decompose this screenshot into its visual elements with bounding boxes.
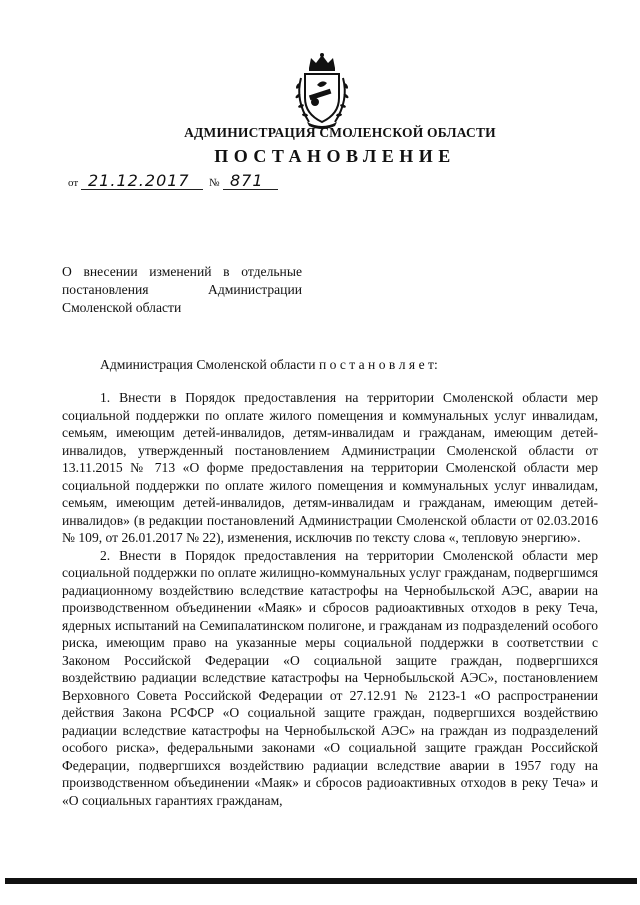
subject-line: О внесении изменений в отдельные [62,264,302,279]
subject-block [62,263,302,317]
number-prefix: № [209,177,220,189]
preamble-text: Администрация Смоленской области [100,357,316,372]
paragraph-2: 2. Внести в Порядок предоставления на территории Смоленской области мер социальной поддержки по оплате жилищно-коммунальных услуг гражданам, подвергшимся радиационному воздействию вследствие катастрофы на Чернобыльской АЭС, аварии на производственном объединении «Маяк» и сбросов радиоактивных отходов в реку Теча, ядерных испытаний на Семипалатинском полигоне, и гражданам из подразделений особого риска, имеющим право на указанные меры социальной поддержки в соответствии с Законом Российской Федерации «О социальной защите граждан, подвергшихся воздействию радиации вследствие катастрофы на Чернобыльской АЭС», постановлением Верховного Совета Российской Федерации от 27.12.91 № 2123-1 «О распространении действия Закона РСФСР «О социальной защите граждан, подвергшихся воздействию радиации вследствие катастрофы на Чернобыльской АЭС» на граждан из подразделений особого риска», федеральными законами «О социальной защите граждан Российской Федерации, подвергшихся воздействию радиации вследствие аварии в 1957 году на производственном объединении «Маяк» и сбросов радиоактивных отходов в реку Теча» и «О социальных гарантиях гражданам, [62,547,598,808]
preamble-resolves: п о с т а н о в л я е т: [318,357,438,372]
date-handwritten: 21.12.2017 [88,171,190,190]
organization-title: АДМИНИСТРАЦИЯ СМОЛЕНСКОЙ ОБЛАСТИ [184,125,496,140]
coat-of-arms-icon [287,52,357,130]
subject-line: Смоленской области [62,300,182,315]
document-body [62,389,598,809]
document-type-title: ПОСТАНОВЛЕНИЕ [214,146,456,166]
scan-edge-bar [5,878,637,884]
subject-line: постановления Администрации [62,282,302,297]
date-number-line [68,172,308,192]
preamble [100,357,438,373]
number-handwritten: 871 [230,171,264,190]
paragraph-1: 1. Внести в Порядок предоставления на территории Смоленской области мер социальной поддержки по оплате жилого помещения и коммунальных услуг инвалидам, семьям, имеющим детей-инвалидов, детям-инвалидам и гражданам, имеющим детей-инвалидов, утвержденный постановлением Администрации Смоленской области от 13.11.2015 № 713 «О форме предоставления на территории Смоленской области мер социальной поддержки по оплате жилого помещения и коммунальных услуг инвалидам, семьям, имеющим детей-инвалидов, детям-инвалидам и гражданам, имеющим детей-инвалидов» (в редакции постановлений Администрации Смоленской области от 02.03.2016 № 109, от 26.01.2017 № 22), изменения, исключив по тексту слова «, тепловую энергию». [62,390,598,545]
date-prefix: от [68,177,79,189]
